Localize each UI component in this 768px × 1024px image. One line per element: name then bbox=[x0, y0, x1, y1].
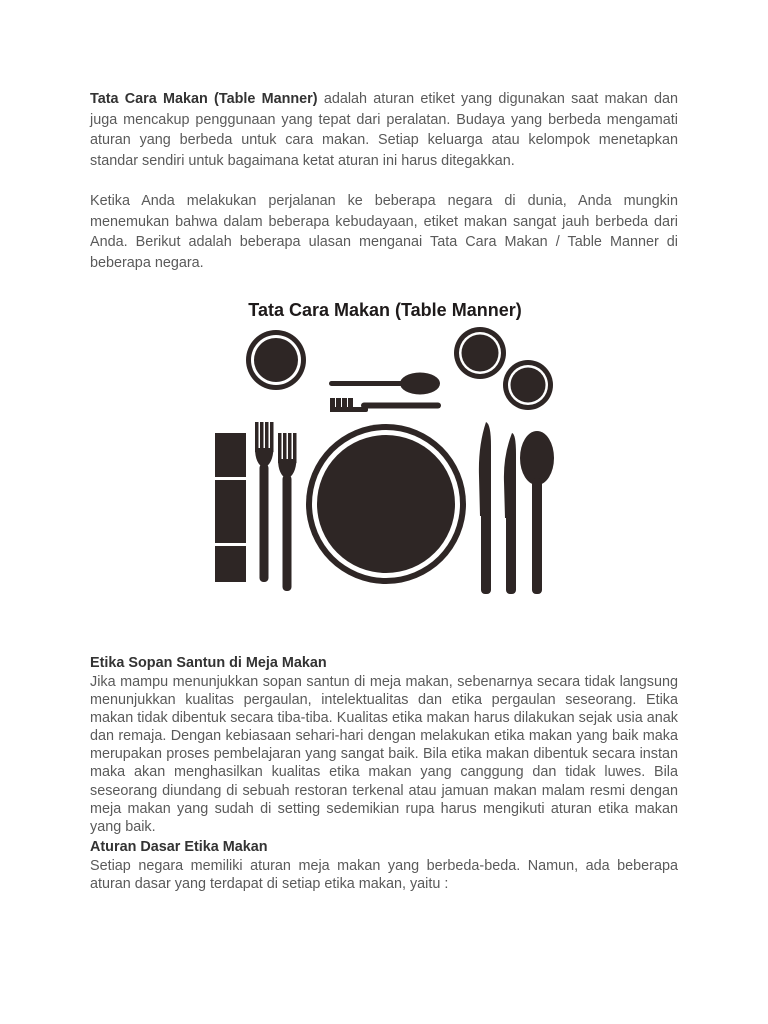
table-setting-svg bbox=[199, 286, 571, 624]
section1-heading: Etika Sopan Santun di Meja Makan bbox=[90, 655, 327, 671]
salad-fork-icon bbox=[255, 422, 274, 582]
dinner-plate-icon bbox=[306, 424, 466, 584]
wine-glass-icon bbox=[503, 360, 553, 410]
section2-heading: Aturan Dasar Etika Makan bbox=[90, 839, 268, 855]
intro-section bbox=[90, 89, 678, 273]
dessert-fork-icon bbox=[330, 398, 441, 412]
dinner-knife-icon bbox=[479, 422, 491, 594]
soup-spoon-icon bbox=[520, 431, 554, 594]
butter-knife-icon bbox=[504, 433, 516, 594]
table-setting-illustration bbox=[199, 286, 571, 624]
section2-body: Setiap negara memiliki aturan meja makan yang berbeda-beda. Namun, ada beberapa aturan dasar yang terdapat di setiap etika makan, yaitu : bbox=[90, 858, 678, 893]
bread-plate-icon bbox=[246, 330, 306, 390]
water-glass-icon bbox=[454, 327, 506, 379]
figure-title: Tata Cara Makan (Table Manner) bbox=[248, 300, 522, 320]
intro-paragraph-2: Ketika Anda melakukan perjalanan ke beberapa negara di dunia, Anda mungkin menemukan bahwa dalam beberapa kebudayaan, etiket makan sangat jauh berbeda dari Anda. Berikut adalah beberapa ulasan menganai Tata Cara Makan / Table Manner di beberapa negara. bbox=[90, 193, 678, 271]
dinner-fork-icon bbox=[278, 433, 297, 591]
napkin-icon bbox=[215, 433, 246, 582]
dessert-spoon-icon bbox=[329, 373, 440, 395]
intro-bold-lead: Tata Cara Makan (Table Manner) bbox=[90, 91, 318, 107]
intro-paragraph-1 bbox=[90, 89, 678, 171]
intro-paragraph-1-text: adalah aturan etiket yang digunakan saat makan dan juga mencakup penggunaan yang tepat dari peralatan. Budaya yang berbeda mengamati aturan yang berbeda untuk cara makan. Setiap keluarga atau kelompok menetapkan standar sendiri untuk bagaimana ketat aturan ini harus ditegakkan. bbox=[90, 91, 678, 169]
section1-body: Jika mampu menunjukkan sopan santun di meja makan, sebenarnya secara tidak langsung menunjukkan kualitas pergaulan, intelektualitas dan etika pergaulan seseorang. Etika makan tidak dibentuk secara tiba-tiba. Kualitas etika makan harus dilakukan sejak usia anak dan remaja. Dengan kebiasaan sehari-hari dengan melakukan etika makan yang baik maka merupakan proses pembelajaran yang sangat baik. Bila etika makan dibentuk secara instan maka akan menghasilkan kualitas etika makan yang canggung dan tidak luwes. Bila seseorang diundang di sebuah restoran terkenal atau jamuan makan malam resmi dengan meja makan yang sudah di setting sedemikian rupa harus mengikuti aturan etika makan yang baik. bbox=[90, 674, 678, 835]
